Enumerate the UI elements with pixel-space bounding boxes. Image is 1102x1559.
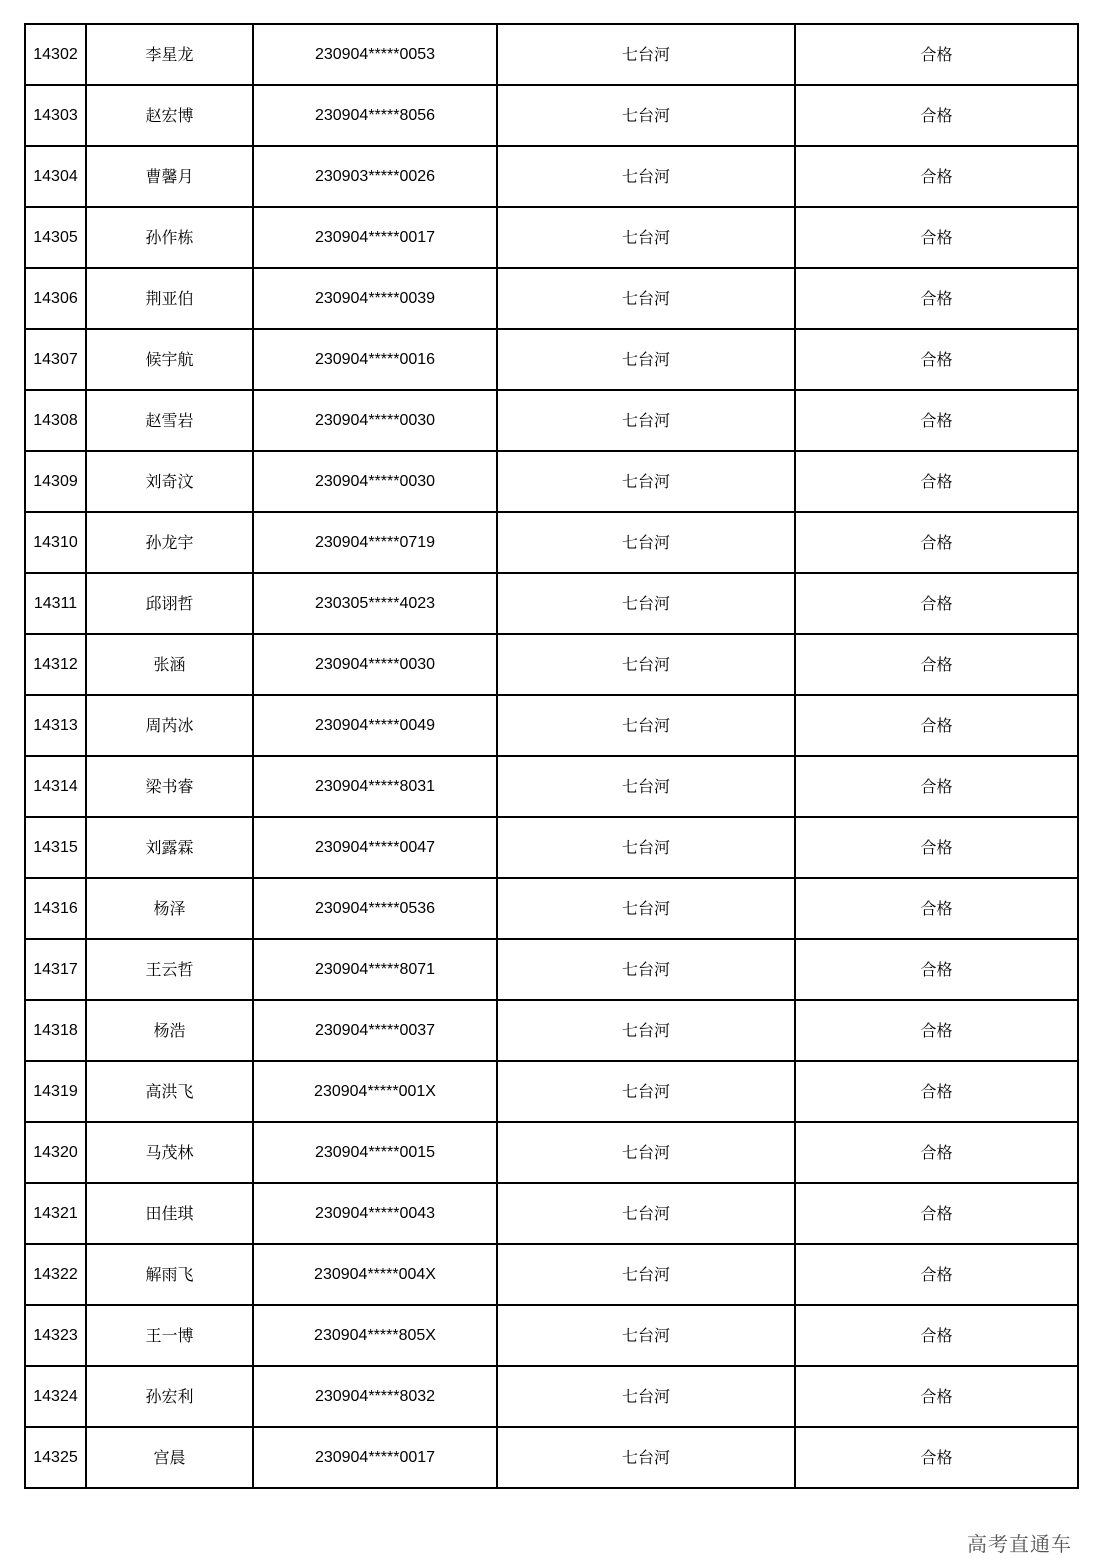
cell-region: 七台河: [497, 1427, 795, 1488]
cell-serial-number: 14316: [25, 878, 86, 939]
table-row: [25, 1305, 1078, 1366]
cell-serial-number: 14306: [25, 268, 86, 329]
cell-name: 李星龙: [86, 24, 253, 85]
cell-region: 七台河: [497, 1061, 795, 1122]
cell-serial-number: 14308: [25, 390, 86, 451]
cell-name: 候宇航: [86, 329, 253, 390]
cell-region: 七台河: [497, 207, 795, 268]
cell-serial-number: 14319: [25, 1061, 86, 1122]
cell-region: 七台河: [497, 756, 795, 817]
cell-result: 合格: [795, 268, 1078, 329]
cell-id-number: 230904*****0536: [253, 878, 497, 939]
cell-region: 七台河: [497, 451, 795, 512]
table-row: [25, 512, 1078, 573]
cell-result: 合格: [795, 1122, 1078, 1183]
table-row: [25, 634, 1078, 695]
cell-result: 合格: [795, 1427, 1078, 1488]
cell-id-number: 230904*****0039: [253, 268, 497, 329]
cell-region: 七台河: [497, 634, 795, 695]
cell-result: 合格: [795, 24, 1078, 85]
cell-region: 七台河: [497, 1000, 795, 1061]
table-row: [25, 268, 1078, 329]
cell-region: 七台河: [497, 1366, 795, 1427]
cell-id-number: 230904*****0047: [253, 817, 497, 878]
cell-name: 刘露霖: [86, 817, 253, 878]
cell-serial-number: 14322: [25, 1244, 86, 1305]
cell-result: 合格: [795, 1061, 1078, 1122]
cell-region: 七台河: [497, 268, 795, 329]
cell-region: 七台河: [497, 390, 795, 451]
cell-name: 马茂林: [86, 1122, 253, 1183]
table-row: [25, 329, 1078, 390]
cell-id-number: 230904*****0016: [253, 329, 497, 390]
table-row: [25, 1122, 1078, 1183]
cell-name: 王一博: [86, 1305, 253, 1366]
cell-id-number: 230904*****001X: [253, 1061, 497, 1122]
cell-id-number: 230904*****0015: [253, 1122, 497, 1183]
table-row: [25, 1183, 1078, 1244]
cell-result: 合格: [795, 390, 1078, 451]
cell-serial-number: 14312: [25, 634, 86, 695]
cell-id-number: 230904*****8071: [253, 939, 497, 1000]
cell-id-number: 230904*****8031: [253, 756, 497, 817]
cell-serial-number: 14302: [25, 24, 86, 85]
table-row: [25, 695, 1078, 756]
cell-region: 七台河: [497, 878, 795, 939]
cell-serial-number: 14304: [25, 146, 86, 207]
cell-id-number: 230904*****0017: [253, 1427, 497, 1488]
cell-serial-number: 14323: [25, 1305, 86, 1366]
table-row: [25, 1061, 1078, 1122]
cell-serial-number: 14318: [25, 1000, 86, 1061]
cell-name: 荆亚伯: [86, 268, 253, 329]
cell-name: 孙宏利: [86, 1366, 253, 1427]
cell-result: 合格: [795, 695, 1078, 756]
table-row: [25, 817, 1078, 878]
cell-region: 七台河: [497, 146, 795, 207]
cell-result: 合格: [795, 85, 1078, 146]
cell-serial-number: 14320: [25, 1122, 86, 1183]
cell-result: 合格: [795, 817, 1078, 878]
table-row: [25, 85, 1078, 146]
cell-result: 合格: [795, 878, 1078, 939]
cell-id-number: 230904*****0049: [253, 695, 497, 756]
cell-result: 合格: [795, 1183, 1078, 1244]
cell-region: 七台河: [497, 512, 795, 573]
cell-name: 刘奇汶: [86, 451, 253, 512]
table-row: [25, 573, 1078, 634]
cell-name: 赵雪岩: [86, 390, 253, 451]
cell-name: 孙龙宇: [86, 512, 253, 573]
cell-id-number: 230904*****0017: [253, 207, 497, 268]
cell-region: 七台河: [497, 329, 795, 390]
roster-table: [24, 23, 1079, 1489]
cell-name: 王云哲: [86, 939, 253, 1000]
cell-region: 七台河: [497, 1305, 795, 1366]
cell-name: 张涵: [86, 634, 253, 695]
cell-name: 杨泽: [86, 878, 253, 939]
cell-name: 杨浩: [86, 1000, 253, 1061]
cell-serial-number: 14303: [25, 85, 86, 146]
cell-id-number: 230904*****805X: [253, 1305, 497, 1366]
cell-id-number: 230904*****0053: [253, 24, 497, 85]
cell-region: 七台河: [497, 1183, 795, 1244]
cell-id-number: 230904*****0030: [253, 634, 497, 695]
cell-result: 合格: [795, 1366, 1078, 1427]
cell-id-number: 230305*****4023: [253, 573, 497, 634]
cell-region: 七台河: [497, 1244, 795, 1305]
cell-name: 曹馨月: [86, 146, 253, 207]
cell-serial-number: 14311: [25, 573, 86, 634]
cell-id-number: 230904*****0719: [253, 512, 497, 573]
cell-serial-number: 14313: [25, 695, 86, 756]
table-row: [25, 878, 1078, 939]
cell-result: 合格: [795, 207, 1078, 268]
cell-serial-number: 14314: [25, 756, 86, 817]
cell-name: 梁书睿: [86, 756, 253, 817]
cell-result: 合格: [795, 634, 1078, 695]
cell-region: 七台河: [497, 695, 795, 756]
cell-serial-number: 14321: [25, 1183, 86, 1244]
cell-result: 合格: [795, 512, 1078, 573]
table-row: [25, 207, 1078, 268]
cell-region: 七台河: [497, 85, 795, 146]
cell-name: 赵宏博: [86, 85, 253, 146]
cell-result: 合格: [795, 451, 1078, 512]
cell-result: 合格: [795, 329, 1078, 390]
cell-id-number: 230904*****0030: [253, 451, 497, 512]
cell-result: 合格: [795, 1000, 1078, 1061]
cell-result: 合格: [795, 573, 1078, 634]
cell-name: 宫晨: [86, 1427, 253, 1488]
cell-serial-number: 14325: [25, 1427, 86, 1488]
table-row: [25, 756, 1078, 817]
cell-serial-number: 14310: [25, 512, 86, 573]
cell-name: 孙作栋: [86, 207, 253, 268]
cell-id-number: 230903*****0026: [253, 146, 497, 207]
cell-region: 七台河: [497, 817, 795, 878]
table-row: [25, 1244, 1078, 1305]
cell-serial-number: 14309: [25, 451, 86, 512]
cell-name: 周芮冰: [86, 695, 253, 756]
table-row: [25, 1000, 1078, 1061]
cell-region: 七台河: [497, 24, 795, 85]
table-row: [25, 24, 1078, 85]
cell-name: 田佳琪: [86, 1183, 253, 1244]
cell-region: 七台河: [497, 939, 795, 1000]
cell-name: 邱诩哲: [86, 573, 253, 634]
cell-serial-number: 14307: [25, 329, 86, 390]
cell-id-number: 230904*****8032: [253, 1366, 497, 1427]
cell-serial-number: 14317: [25, 939, 86, 1000]
cell-id-number: 230904*****8056: [253, 85, 497, 146]
cell-region: 七台河: [497, 573, 795, 634]
cell-serial-number: 14305: [25, 207, 86, 268]
table-row: [25, 451, 1078, 512]
cell-result: 合格: [795, 756, 1078, 817]
cell-result: 合格: [795, 1244, 1078, 1305]
roster-table-body: [25, 24, 1078, 1488]
cell-serial-number: 14315: [25, 817, 86, 878]
cell-name: 解雨飞: [86, 1244, 253, 1305]
table-row: [25, 1427, 1078, 1488]
cell-serial-number: 14324: [25, 1366, 86, 1427]
table-row: [25, 146, 1078, 207]
table-row: [25, 1366, 1078, 1427]
cell-id-number: 230904*****004X: [253, 1244, 497, 1305]
cell-id-number: 230904*****0037: [253, 1000, 497, 1061]
cell-region: 七台河: [497, 1122, 795, 1183]
cell-id-number: 230904*****0043: [253, 1183, 497, 1244]
table-row: [25, 390, 1078, 451]
cell-result: 合格: [795, 1305, 1078, 1366]
cell-id-number: 230904*****0030: [253, 390, 497, 451]
table-row: [25, 939, 1078, 1000]
cell-result: 合格: [795, 939, 1078, 1000]
cell-name: 高洪飞: [86, 1061, 253, 1122]
cell-result: 合格: [795, 146, 1078, 207]
watermark-text: 高考直通车: [967, 1528, 1072, 1557]
